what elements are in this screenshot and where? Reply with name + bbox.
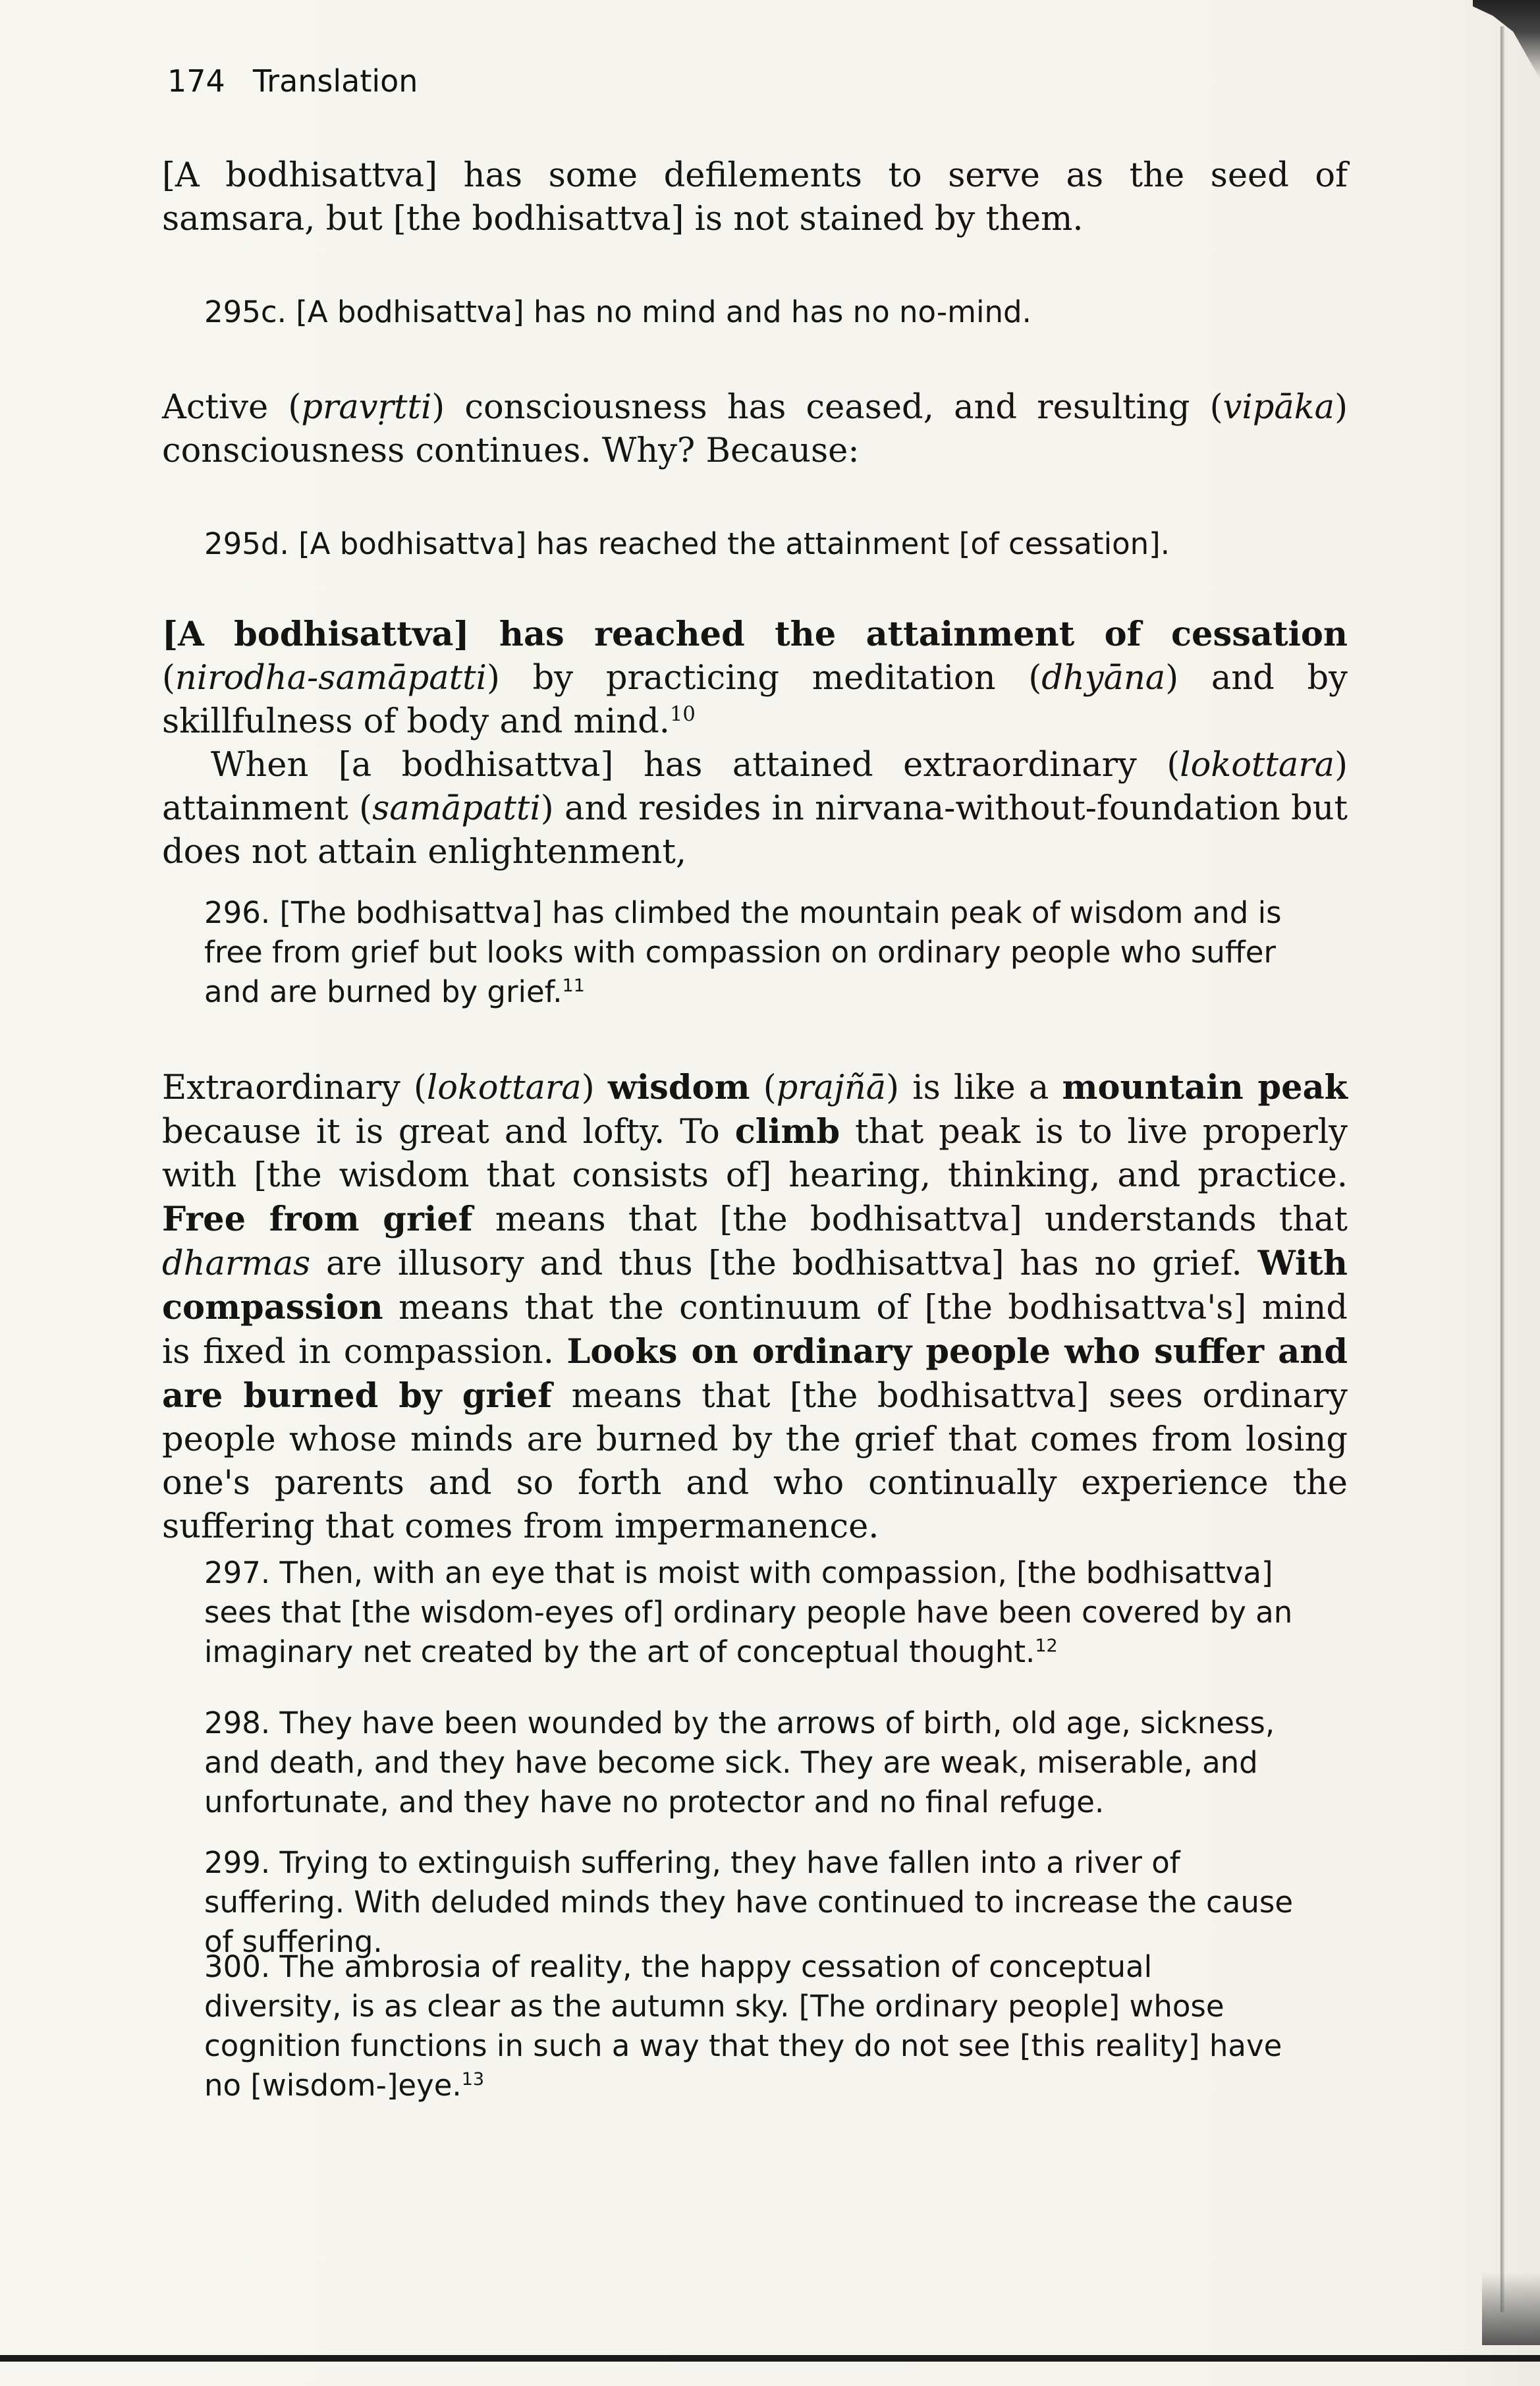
verse-299	[204, 1843, 1298, 1962]
italic-term: samāpatti	[372, 789, 541, 828]
bold-term: mountain peak	[1062, 1068, 1348, 1107]
italic-term: dhyāna	[1041, 659, 1166, 698]
page-edge-shadow-top	[1473, 0, 1540, 79]
footnote-marker: 13	[461, 2069, 485, 2090]
text-run: means that [the bodhisattva] sees ordinary people whose minds are burned by the grief that comes from losing one's parents and so forth and who continually experience the suffering that comes from impermanence.	[162, 1377, 1348, 1546]
italic-term: lokottara	[1180, 746, 1335, 785]
text-run: 300. The ambrosia of reality, the happy cessation of conceptual diversity, is as clear as the autumn sky. [The ordinary people] whose cognition functions in such a way that they do not see [this reality] have no [wisdom-]eye.	[204, 1949, 1282, 2103]
bold-term: Free from grief	[162, 1200, 473, 1239]
italic-term: prajñā	[776, 1068, 887, 1107]
commentary-paragraph	[162, 1066, 1348, 1549]
text-run: 297. Then, with an eye that is moist with compassion, [the bodhisattva] sees that [the wisdom-eyes of] ordinary people have been covered by an imaginary net created by the art of conceptual thought.	[204, 1555, 1293, 1669]
verse-298	[204, 1704, 1298, 1822]
verse-300	[204, 1947, 1298, 2105]
text-run: ) consciousness continues. Why? Because:	[162, 388, 1348, 470]
text-run: that peak is to live properly with [the wisdom that consists of] hearing, thinking, and practice.	[162, 1113, 1348, 1195]
verse-295d	[204, 524, 1298, 564]
text-run: 295c. [A bodhisattva] has no mind and has no no-mind.	[204, 294, 1031, 329]
text-run: 296. [The bodhisattva] has climbed the mountain peak of wisdom and is free from grief but looks with compassion on ordinary people who suffer and are burned by grief.	[204, 895, 1282, 1009]
prose-paragraph-3a	[162, 613, 1348, 744]
italic-term: pravṛtti	[301, 388, 432, 427]
text-run: Active (	[162, 388, 302, 427]
running-header	[167, 63, 418, 99]
page-edge	[1500, 26, 1504, 2312]
text-run: (	[162, 659, 175, 698]
prose-paragraph-2	[162, 386, 1348, 473]
italic-term: nirodha-samāpatti	[175, 659, 487, 698]
verse-296	[204, 893, 1298, 1012]
footnote-marker: 10	[669, 703, 696, 726]
page-number: 174	[167, 63, 225, 99]
scan-bottom-edge	[0, 2355, 1540, 2362]
text-run: ) attainment (	[162, 746, 1348, 828]
text-run: 295d. [A bodhisattva] has reached the attainment [of cessation].	[204, 526, 1170, 561]
italic-term: dharmas	[162, 1244, 311, 1283]
text-run: 298. They have been wounded by the arrows of birth, old age, sickness, and death, and they have become sick. They are weak, miserable, and unfortunate, and they have no protector and no final refuge.	[204, 1706, 1275, 1819]
text-run: ) and resides in nirvana-without-foundation but does not attain enlightenment,	[162, 789, 1348, 872]
page-edge-shadow-bottom	[1482, 2273, 1540, 2345]
prose-paragraph-3	[162, 613, 1348, 874]
text-run: ) consciousness has ceased, and resulting (	[431, 388, 1223, 427]
footnote-marker: 12	[1035, 1636, 1058, 1656]
bold-term: With compassion	[162, 1244, 1348, 1327]
text-run: Extraordinary (	[162, 1068, 427, 1107]
italic-term: lokottara	[426, 1068, 582, 1107]
italic-term: vipāka	[1223, 388, 1335, 427]
text-run: )	[581, 1068, 608, 1107]
bold-term: wisdom	[607, 1068, 750, 1107]
text-run: When [a bodhisattva] has attained extraordinary (	[211, 746, 1180, 785]
prose-paragraph-3b	[162, 744, 1348, 874]
text-run: means that the continuum of [the bodhisattva's] mind is fixed in compassion.	[162, 1289, 1348, 1372]
text-run: (	[750, 1068, 777, 1107]
text-run: means that [the bodhisattva] understands that	[472, 1200, 1348, 1239]
bold-term: Looks on ordinary people who suffer and are burned by grief	[162, 1332, 1348, 1416]
bold-term: [A bodhisattva] has reached the attainment of cessation	[162, 615, 1348, 654]
footnote-marker: 11	[562, 976, 585, 996]
text-run: [A bodhisattva] has some defilements to serve as the seed of samsara, but [the bodhisattva] is not stained by them.	[162, 156, 1348, 238]
text-run: because it is great and lofty. To	[162, 1113, 735, 1151]
text-run: ) and by skillfulness of body and mind.	[162, 659, 1348, 741]
running-title: Translation	[252, 63, 418, 99]
verse-295c	[204, 292, 1298, 332]
verse-297	[204, 1553, 1298, 1672]
text-run: 299. Trying to extinguish suffering, they have fallen into a river of suffering. With deluded minds they have continued to increase the cause of suffering.	[204, 1845, 1294, 1959]
bold-term: climb	[734, 1112, 840, 1151]
text-run: ) is like a	[886, 1068, 1062, 1107]
text-run: ) by practicing meditation (	[486, 659, 1042, 698]
text-run: are illusory and thus [the bodhisattva] has no grief.	[310, 1244, 1258, 1283]
prose-paragraph-1	[162, 154, 1348, 241]
